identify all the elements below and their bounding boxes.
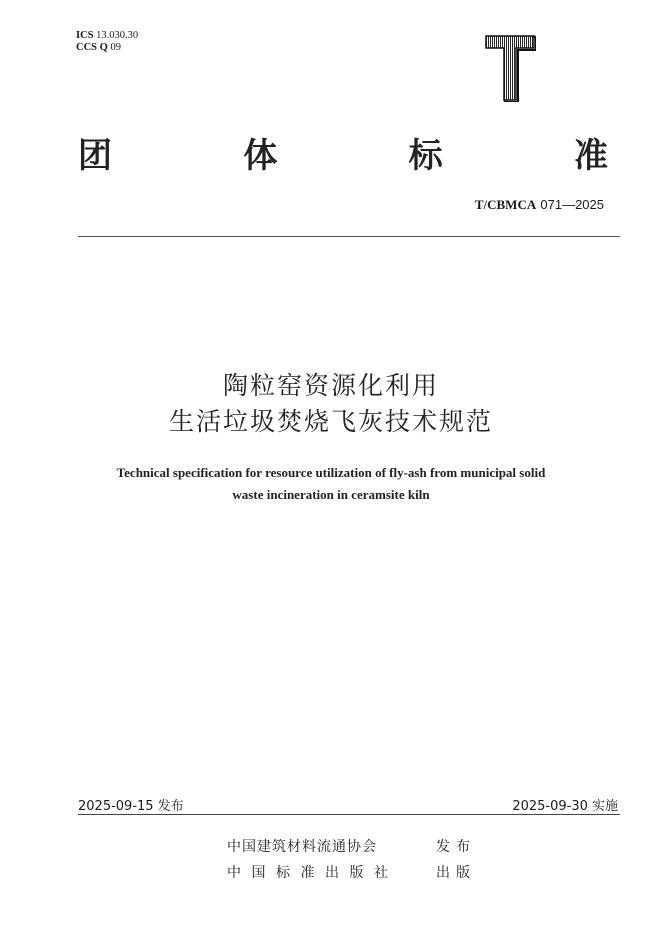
press-action: 出版 xyxy=(436,865,476,881)
issue-date: 2025-09-15 发布 xyxy=(78,799,184,814)
standard-logo-t xyxy=(484,34,536,102)
ccs-code: CCS Q 09 xyxy=(76,42,121,53)
standard-type-char: 准 xyxy=(573,136,608,176)
standard-type-heading xyxy=(78,128,608,178)
title-cn-line1: 陶粒窑资源化利用 xyxy=(222,371,439,400)
press-organization: 中国标准出版社 xyxy=(227,865,399,881)
implementation-date: 2025-09-30 实施 xyxy=(512,799,618,814)
publisher-organization: 中国建筑材料流通协会 xyxy=(227,839,377,855)
title-english xyxy=(60,462,602,506)
standard-type-char: 体 xyxy=(243,136,278,176)
publisher-action: 发布 xyxy=(436,839,476,855)
top-divider xyxy=(78,236,620,237)
title-en-line1: Technical specification for resource utilization of fly-ash from municipal solid xyxy=(116,465,546,480)
bottom-divider xyxy=(78,814,620,815)
standard-type-char: 团 xyxy=(78,136,112,176)
title-cn-line2: 生活垃圾焚烧飞灰技术规范 xyxy=(168,407,493,436)
standard-number: T/CBMCA 071—2025 xyxy=(474,197,604,212)
standard-type-char: 标 xyxy=(408,136,443,176)
ics-code: ICS 13.030.30 xyxy=(76,30,139,41)
title-en-line2: waste incineration in ceramsite kiln xyxy=(232,487,430,502)
classification-codes xyxy=(76,30,138,54)
